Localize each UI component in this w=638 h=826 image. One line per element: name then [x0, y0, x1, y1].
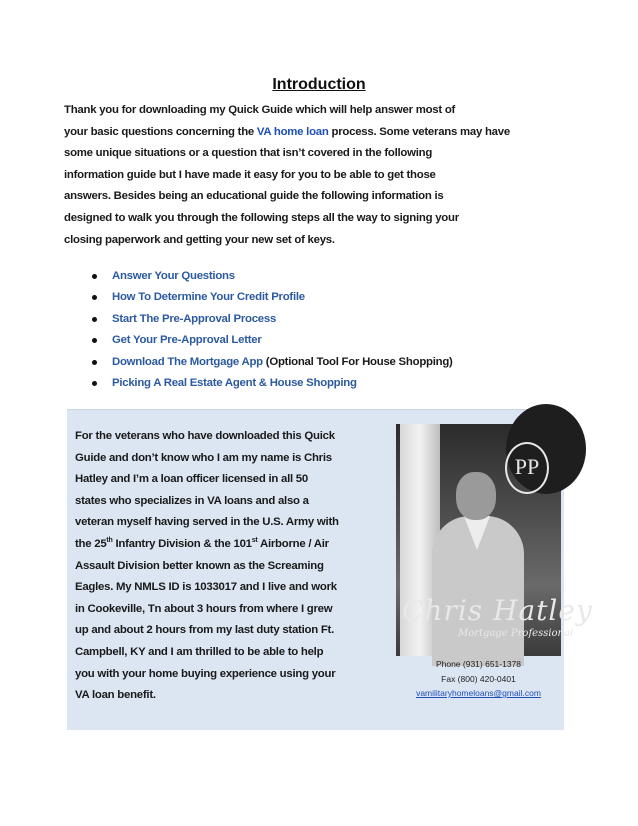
intro-line: Thank you for downloading my Quick Guide which will help answer most of: [64, 104, 456, 116]
bio-line: Campbell, KY and I am thrilled to be able to help: [75, 645, 324, 658]
bio-text: Airborne / Air: [257, 537, 329, 550]
bio-line: up and about 2 hours from my last duty station Ft.: [75, 624, 334, 637]
download-mortgage-app-link[interactable]: Download The Mortgage App: [112, 355, 263, 368]
bio-line: Hatley and I’m a loan officer licensed in all 50: [75, 473, 308, 486]
intro-text: process. Some veterans may have: [328, 125, 510, 138]
bio-line: you with your home buying experience using your: [75, 667, 336, 680]
phone-number: Phone (931) 651-1378: [435, 659, 522, 669]
step-pre-approval-letter: Get Your Pre-Approval Letter: [112, 334, 262, 347]
intro-line: designed to walk you through the following steps all the way to signing your: [64, 211, 459, 224]
intro-line: information guide but I have made it easy for you to be able to get those: [64, 168, 436, 181]
bio-paragraph: [75, 426, 375, 707]
intro-line: answers. Besides being an educational guide the following information is: [64, 190, 444, 203]
list-item: [90, 309, 453, 330]
email-link[interactable]: vamilitaryhomeloans@gmail.com: [416, 688, 541, 698]
step-real-estate-agent: Picking A Real Estate Agent & House Shopping: [112, 377, 357, 390]
bio-line: Assault Division better known as the Screaming: [75, 559, 324, 572]
steps-list: [90, 266, 453, 394]
page-title: Introduction: [272, 76, 366, 93]
bio-line: Eagles. My NMLS ID is 1033017 and I live and work: [75, 581, 337, 594]
bullet-icon: [92, 274, 97, 279]
bullet-icon: [92, 381, 97, 386]
superscript: st: [251, 537, 258, 545]
bullet-icon: [92, 360, 97, 365]
list-item: [90, 266, 453, 287]
bio-text: Infantry Division & the 101: [112, 537, 252, 550]
step-note: (Optional Tool For House Shopping): [262, 355, 453, 368]
intro-line: [64, 122, 574, 144]
bio-line: VA loan benefit.: [75, 689, 156, 702]
signature-subtitle: Mortgage Professional: [458, 628, 574, 639]
intro-text: your basic questions concerning the: [64, 125, 257, 138]
intro-line: closing paperwork and getting your new set of keys.: [64, 233, 335, 246]
intro-paragraph: [64, 100, 574, 251]
bio-line: in Cookeville, Tn about 3 hours from where I grew: [75, 602, 333, 615]
bio-line: veteran myself having served in the U.S. Army with: [75, 516, 339, 529]
step-pre-approval-process: Start The Pre-Approval Process: [112, 312, 277, 325]
bio-line: [75, 534, 375, 556]
bio-line: Guide and don’t know who I am my name is Chris: [75, 451, 332, 464]
step-credit-profile: How To Determine Your Credit Profile: [112, 291, 305, 304]
bio-line: For the veterans who have downloaded this Quick: [75, 430, 335, 442]
step-answer-questions: Answer Your Questions: [112, 270, 235, 282]
list-item: [90, 330, 453, 351]
bullet-icon: [92, 317, 97, 322]
intro-line: some unique situations or a question that isn’t covered in the following: [64, 147, 433, 160]
bullet-icon: [92, 338, 97, 343]
list-item: [90, 287, 453, 308]
contact-block: [396, 657, 561, 701]
signature-watermark: Chris Hatley: [402, 594, 593, 627]
list-item: [90, 352, 453, 373]
fax-number: Fax (800) 420-0401: [441, 673, 516, 684]
va-home-loan-link[interactable]: VA home loan: [256, 125, 329, 138]
superscript: th: [106, 537, 113, 545]
photo-person-head: [456, 472, 496, 520]
list-item: [90, 373, 453, 394]
monogram-logo-icon: PP: [505, 442, 549, 494]
profile-photo: [396, 424, 593, 656]
bio-text: the 25: [75, 537, 107, 550]
bullet-icon: [92, 295, 97, 300]
bio-line: states who specializes in VA loans and also a: [75, 494, 309, 507]
